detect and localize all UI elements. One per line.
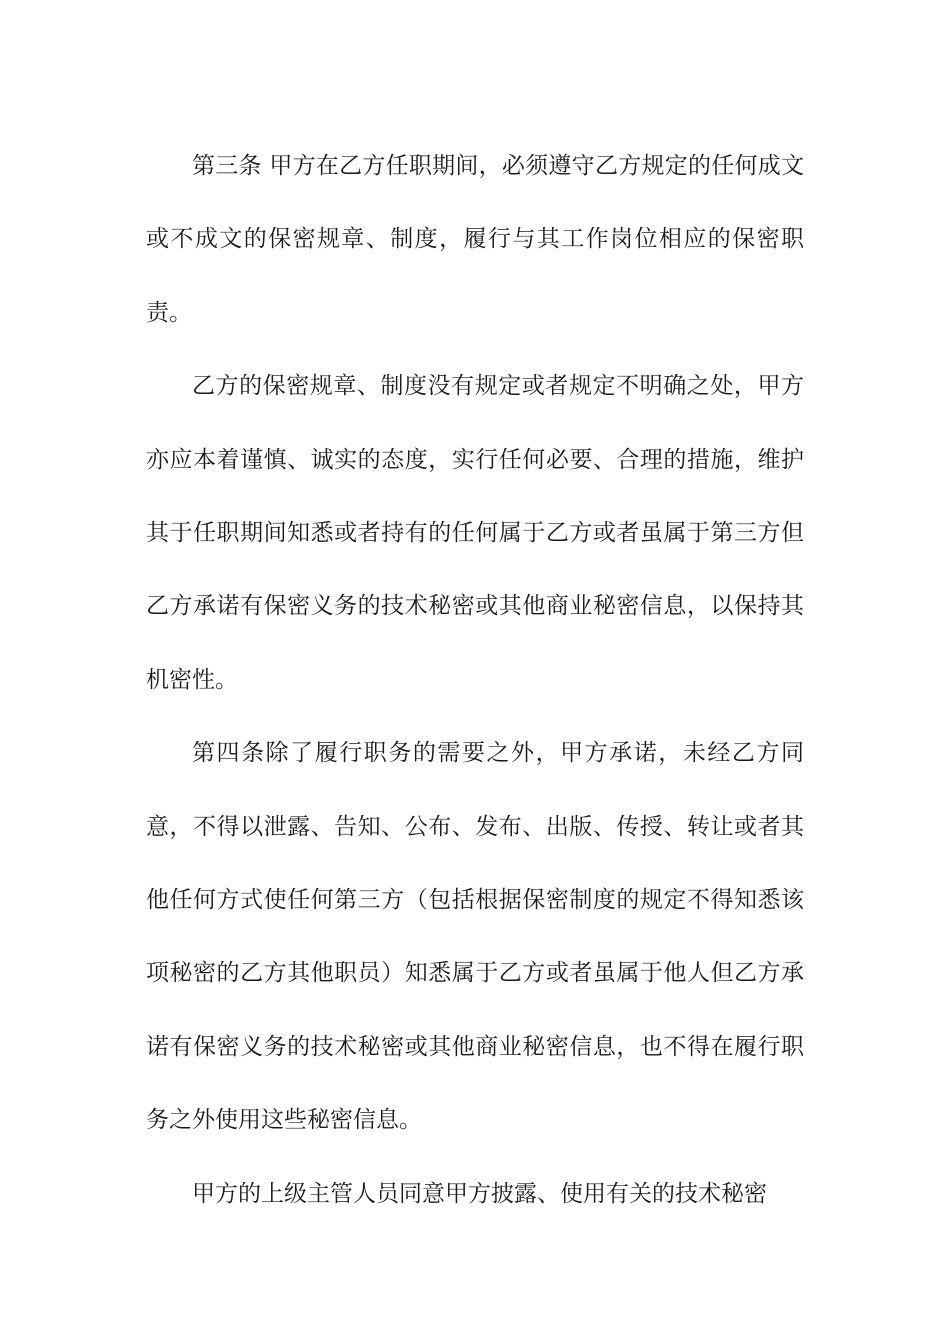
paragraph-article-4: 第四条除了履行职务的需要之外，甲方承诺，未经乙方同意，不得以泄露、告知、公布、发布、出版、传授、转让或者其他任何方式使任何第三方（包括根据保密制度的规定不得知悉该项秘密的乙方其他职员）知悉属于乙方或者虽属于他人但乙方承诺有保密义务的技术秘密或其他商业秘密信息，也不得在履行职务之外使用这些秘密信息。 [146,740,804,1134]
paragraph-article-3-supplement: 乙方的保密规章、制度没有规定或者规定不明确之处，甲方亦应本着谨慎、诚实的态度，实行任何必要、合理的措施，维护其于任职期间知悉或者持有的任何属于乙方或者虽属于第三方但乙方承诺有保密义务的技术秘密或其他商业秘密信息，以保持其机密性。 [146,373,804,693]
paragraph-supervisor-consent: 甲方的上级主管人员同意甲方披露、使用有关的技术秘密 [192,1180,767,1207]
paragraph-article-3: 第三条 甲方在乙方任职期间，必须遵守乙方规定的任何成文或不成文的保密规章、制度，履行与其工作岗位相应的保密职责。 [146,153,804,326]
document-body [146,130,804,1231]
